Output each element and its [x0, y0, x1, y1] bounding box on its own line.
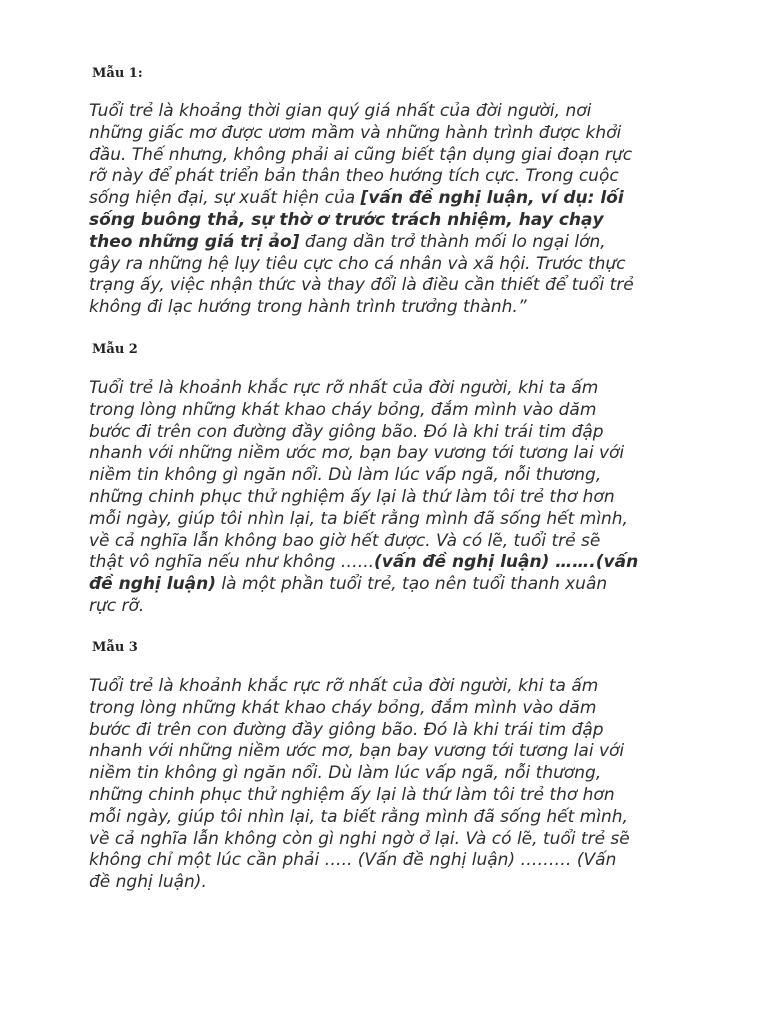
paragraph-line [89, 145, 689, 167]
paragraph-line [89, 254, 689, 276]
paragraph-line [89, 101, 689, 123]
body-text: không đi lạc hướng trong hành trình trưởng thành.” [89, 297, 527, 318]
paragraph-line [89, 166, 689, 188]
sample-3-paragraph [89, 676, 689, 894]
body-text: trong lòng những khát khao cháy bỏng, đắm mình vào dăm [89, 399, 597, 420]
sample-1-heading: Mẫu 1: [92, 66, 143, 81]
paragraph-line [89, 509, 689, 531]
body-text: Tuổi trẻ là khoảnh khắc rực rỡ nhất của đời người, khi ta ấm [89, 676, 599, 696]
paragraph-line [89, 850, 689, 872]
body-text: gây ra những hệ lụy tiêu cực cho cá nhân và xã hội. Trước thực [89, 253, 626, 274]
paragraph-line [89, 465, 689, 487]
placeholder-text: theo những giá trị ảo] [89, 231, 300, 252]
paragraph-line [89, 574, 689, 596]
body-text: niềm tin không gì ngăn nổi. Dù làm lúc vấp ngã, nỗi thương, [89, 465, 602, 486]
placeholder-text: (vấn đề nghị luận) …….(vấn [374, 552, 639, 573]
body-text: rỡ này để phát triển bản thân theo hướng tích cực. Trong cuộc [89, 166, 619, 187]
sample-2-paragraph [89, 378, 689, 618]
body-text: niềm tin không gì ngăn nổi. Dù làm lúc vấp ngã, nỗi thương, [89, 763, 602, 784]
body-text: là một phần tuổi trẻ, tạo nên tuổi thanh xuân [216, 574, 608, 595]
body-text: mỗi ngày, giúp tôi nhìn lại, ta biết rằng mình đã sống hết mình, [89, 508, 628, 529]
paragraph-line [89, 741, 689, 763]
paragraph-line [89, 378, 689, 400]
paragraph-line [89, 807, 689, 829]
body-text: bước đi trên con đường đầy giông bão. Đó là khi trái tim đập [89, 421, 604, 442]
paragraph-line [89, 232, 689, 254]
paragraph-line [89, 275, 689, 297]
sample-1-paragraph [89, 101, 689, 319]
paragraph-line [89, 188, 689, 210]
body-text: những chinh phục thử nghiệm ấy lại là thứ làm tôi trẻ thơ hơn [89, 486, 615, 507]
paragraph-line [89, 676, 689, 698]
placeholder-text: đề nghị luận) [89, 574, 217, 595]
paragraph-line [89, 443, 689, 465]
paragraph-line [89, 596, 689, 618]
paragraph-line [89, 785, 689, 807]
body-text: những chinh phục thử nghiệm ấy lại là thứ làm tôi trẻ thơ hơn [89, 784, 615, 805]
body-text: đang dần trở thành mối lo ngại lớn, [299, 231, 606, 252]
body-text: nhanh với những niềm ước mơ, bạn bay vương tới tương lai với [89, 741, 625, 762]
paragraph-line [89, 210, 689, 232]
paragraph-line [89, 297, 689, 319]
body-text: trong lòng những khát khao cháy bỏng, đắm mình vào dăm [89, 697, 597, 718]
sample-2-heading: Mẫu 2 [92, 342, 138, 357]
body-text: không chỉ một lúc cần phải ….. (Vấn đề nghị luận) ……… (Vấn [89, 850, 617, 871]
body-text: về cả nghĩa lẫn không bao giờ hết được. Và có lẽ, tuổi trẻ sẽ [89, 530, 601, 551]
body-text: bước đi trên con đường đầy giông bão. Đó là khi trái tim đập [89, 719, 604, 740]
paragraph-line [89, 552, 689, 574]
paragraph-line [89, 872, 689, 894]
paragraph-line [89, 829, 689, 851]
body-text: những giấc mơ được ươm mầm và những hành trình được khởi [89, 122, 622, 143]
body-text: đầu. Thế nhưng, không phải ai cũng biết tận dụng giai đoạn rực [89, 144, 633, 165]
body-text: rực rỡ. [89, 595, 145, 616]
body-text: Tuổi trẻ là khoảnh khắc rực rỡ nhất của đời người, khi ta ấm [89, 378, 599, 398]
body-text: Tuổi trẻ là khoảng thời gian quý giá nhất của đời người, nơi [89, 101, 592, 121]
placeholder-text: sống buông thả, sự thờ ơ trước trách nhiệm, hay chạy [89, 209, 604, 230]
paragraph-line [89, 422, 689, 444]
paragraph-line [89, 763, 689, 785]
body-text: về cả nghĩa lẫn không còn gì nghi ngờ ở lại. Và có lẽ, tuổi trẻ sẽ [89, 828, 630, 849]
body-text: nhanh với những niềm ước mơ, bạn bay vương tới tương lai với [89, 443, 625, 464]
paragraph-line [89, 698, 689, 720]
body-text: thật vô nghĩa nếu như không …... [89, 552, 375, 573]
placeholder-text: [vấn đề nghị luận, ví dụ: lối [360, 188, 624, 209]
paragraph-line [89, 720, 689, 742]
paragraph-line [89, 123, 689, 145]
body-text: đề nghị luận). [89, 872, 207, 893]
sample-3-heading: Mẫu 3 [92, 640, 138, 655]
paragraph-line [89, 400, 689, 422]
body-text: trạng ấy, việc nhận thức và thay đổi là điều cần thiết để tuổi trẻ [89, 275, 634, 296]
paragraph-line [89, 487, 689, 509]
paragraph-line [89, 531, 689, 553]
body-text: sống hiện đại, sự xuất hiện của [89, 188, 361, 209]
body-text: mỗi ngày, giúp tôi nhìn lại, ta biết rằng mình đã sống hết mình, [89, 806, 628, 827]
